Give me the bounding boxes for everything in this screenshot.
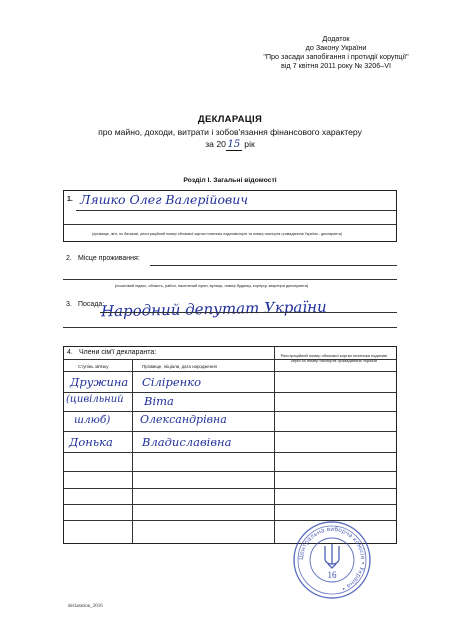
- item-3-label: Посада:: [78, 301, 105, 308]
- item-1-name-box: [63, 190, 397, 242]
- item-1-line-2: [64, 224, 396, 225]
- stamp-seal-icon: [292, 520, 372, 600]
- declaration-year: [0, 139, 460, 151]
- item-4-label: Члени сім'ї декларанта:: [79, 349, 157, 356]
- item-2-line-1: [150, 265, 397, 266]
- row-2-relation: (цивільний: [66, 394, 124, 405]
- col-header-taxid: Реєстраційний номер облікової картки платника податків/ серія та номер паспорта громадянина України: [280, 353, 388, 363]
- item-1-number: 1.: [67, 196, 73, 203]
- item-2-caption: (поштовий індекс, область, район, населений пункт, вулиця, номер будинку, корпусу, квартири декларанта): [115, 283, 309, 288]
- year-prefix: за 20: [205, 139, 226, 149]
- stamp-number: 16: [327, 570, 337, 580]
- row-line: [64, 488, 396, 489]
- official-stamp: [292, 520, 372, 600]
- row-1-name: Сіліренко: [142, 375, 202, 389]
- item-4-number: 4.: [67, 349, 73, 356]
- row-line: [64, 452, 396, 453]
- document-subtitle: про майно, доходи, витрати і зобов'язання фінансового характеру: [98, 127, 362, 137]
- row-4-name: Владиславівна: [142, 435, 232, 449]
- year-suffix: рік: [244, 139, 255, 149]
- legal-reference-header: [236, 34, 436, 70]
- col-divider-2: [274, 347, 275, 543]
- item-3-position: [63, 296, 397, 336]
- item-3-handwritten-position: Народний депутат України: [100, 297, 327, 321]
- row-line: [64, 504, 396, 505]
- col-header-relation: Ступінь зв'язку: [78, 364, 109, 369]
- row-1-relation: Дружина: [70, 375, 129, 389]
- row-4-relation: Донька: [69, 435, 113, 449]
- item-2-line-2: [63, 279, 397, 280]
- section-title: Розділ І. Загальні відомості: [183, 177, 277, 184]
- item-3-line-1: [100, 312, 397, 313]
- item-3-line-2: [63, 327, 397, 328]
- header-line-3: "Про засади запобігання і протидії корупції": [263, 52, 409, 61]
- header-line-4: від 7 квітня 2011 року № 3206–VI: [280, 61, 392, 70]
- table-header-bottom: [64, 371, 396, 372]
- row-line: [64, 431, 396, 432]
- item-2-label: Місце проживання:: [78, 255, 140, 262]
- row-3-relation: шлюб): [74, 414, 111, 426]
- item-1-caption: (прізвище, ім'я, по батькові, реєстраційний номер облікової картки платника податків/серія та номер паспорта громадянина України - декларанта): [92, 232, 343, 236]
- document-title: ДЕКЛАРАЦІЯ: [197, 114, 263, 125]
- row-3-name: Олександрівна: [140, 413, 227, 426]
- item-2-number: 2.: [66, 255, 72, 262]
- row-line: [64, 471, 396, 472]
- item-4-family-table: [63, 346, 397, 544]
- row-line: [64, 411, 396, 412]
- col-divider-1: [132, 359, 133, 543]
- stamp-ring-text: Центральна виборча комісія • Україна •: [297, 525, 367, 593]
- item-1-underline: [76, 210, 396, 211]
- item-3-number: 3.: [66, 301, 72, 308]
- header-line-2: до Закону України: [305, 43, 367, 52]
- item-1-handwritten-name: Ляшко Олег Валерійович: [80, 192, 249, 207]
- header-line-1: Додаток: [322, 34, 350, 43]
- trident-icon: [325, 544, 339, 568]
- item-2-residence: [63, 252, 397, 292]
- year-value: 15: [227, 139, 241, 150]
- footer-filename: declaration_2016: [68, 604, 103, 609]
- col-header-name: Прізвище, ініціали, дата народження: [142, 364, 217, 369]
- row-2-name: Віта: [144, 394, 174, 408]
- row-line: [64, 392, 396, 393]
